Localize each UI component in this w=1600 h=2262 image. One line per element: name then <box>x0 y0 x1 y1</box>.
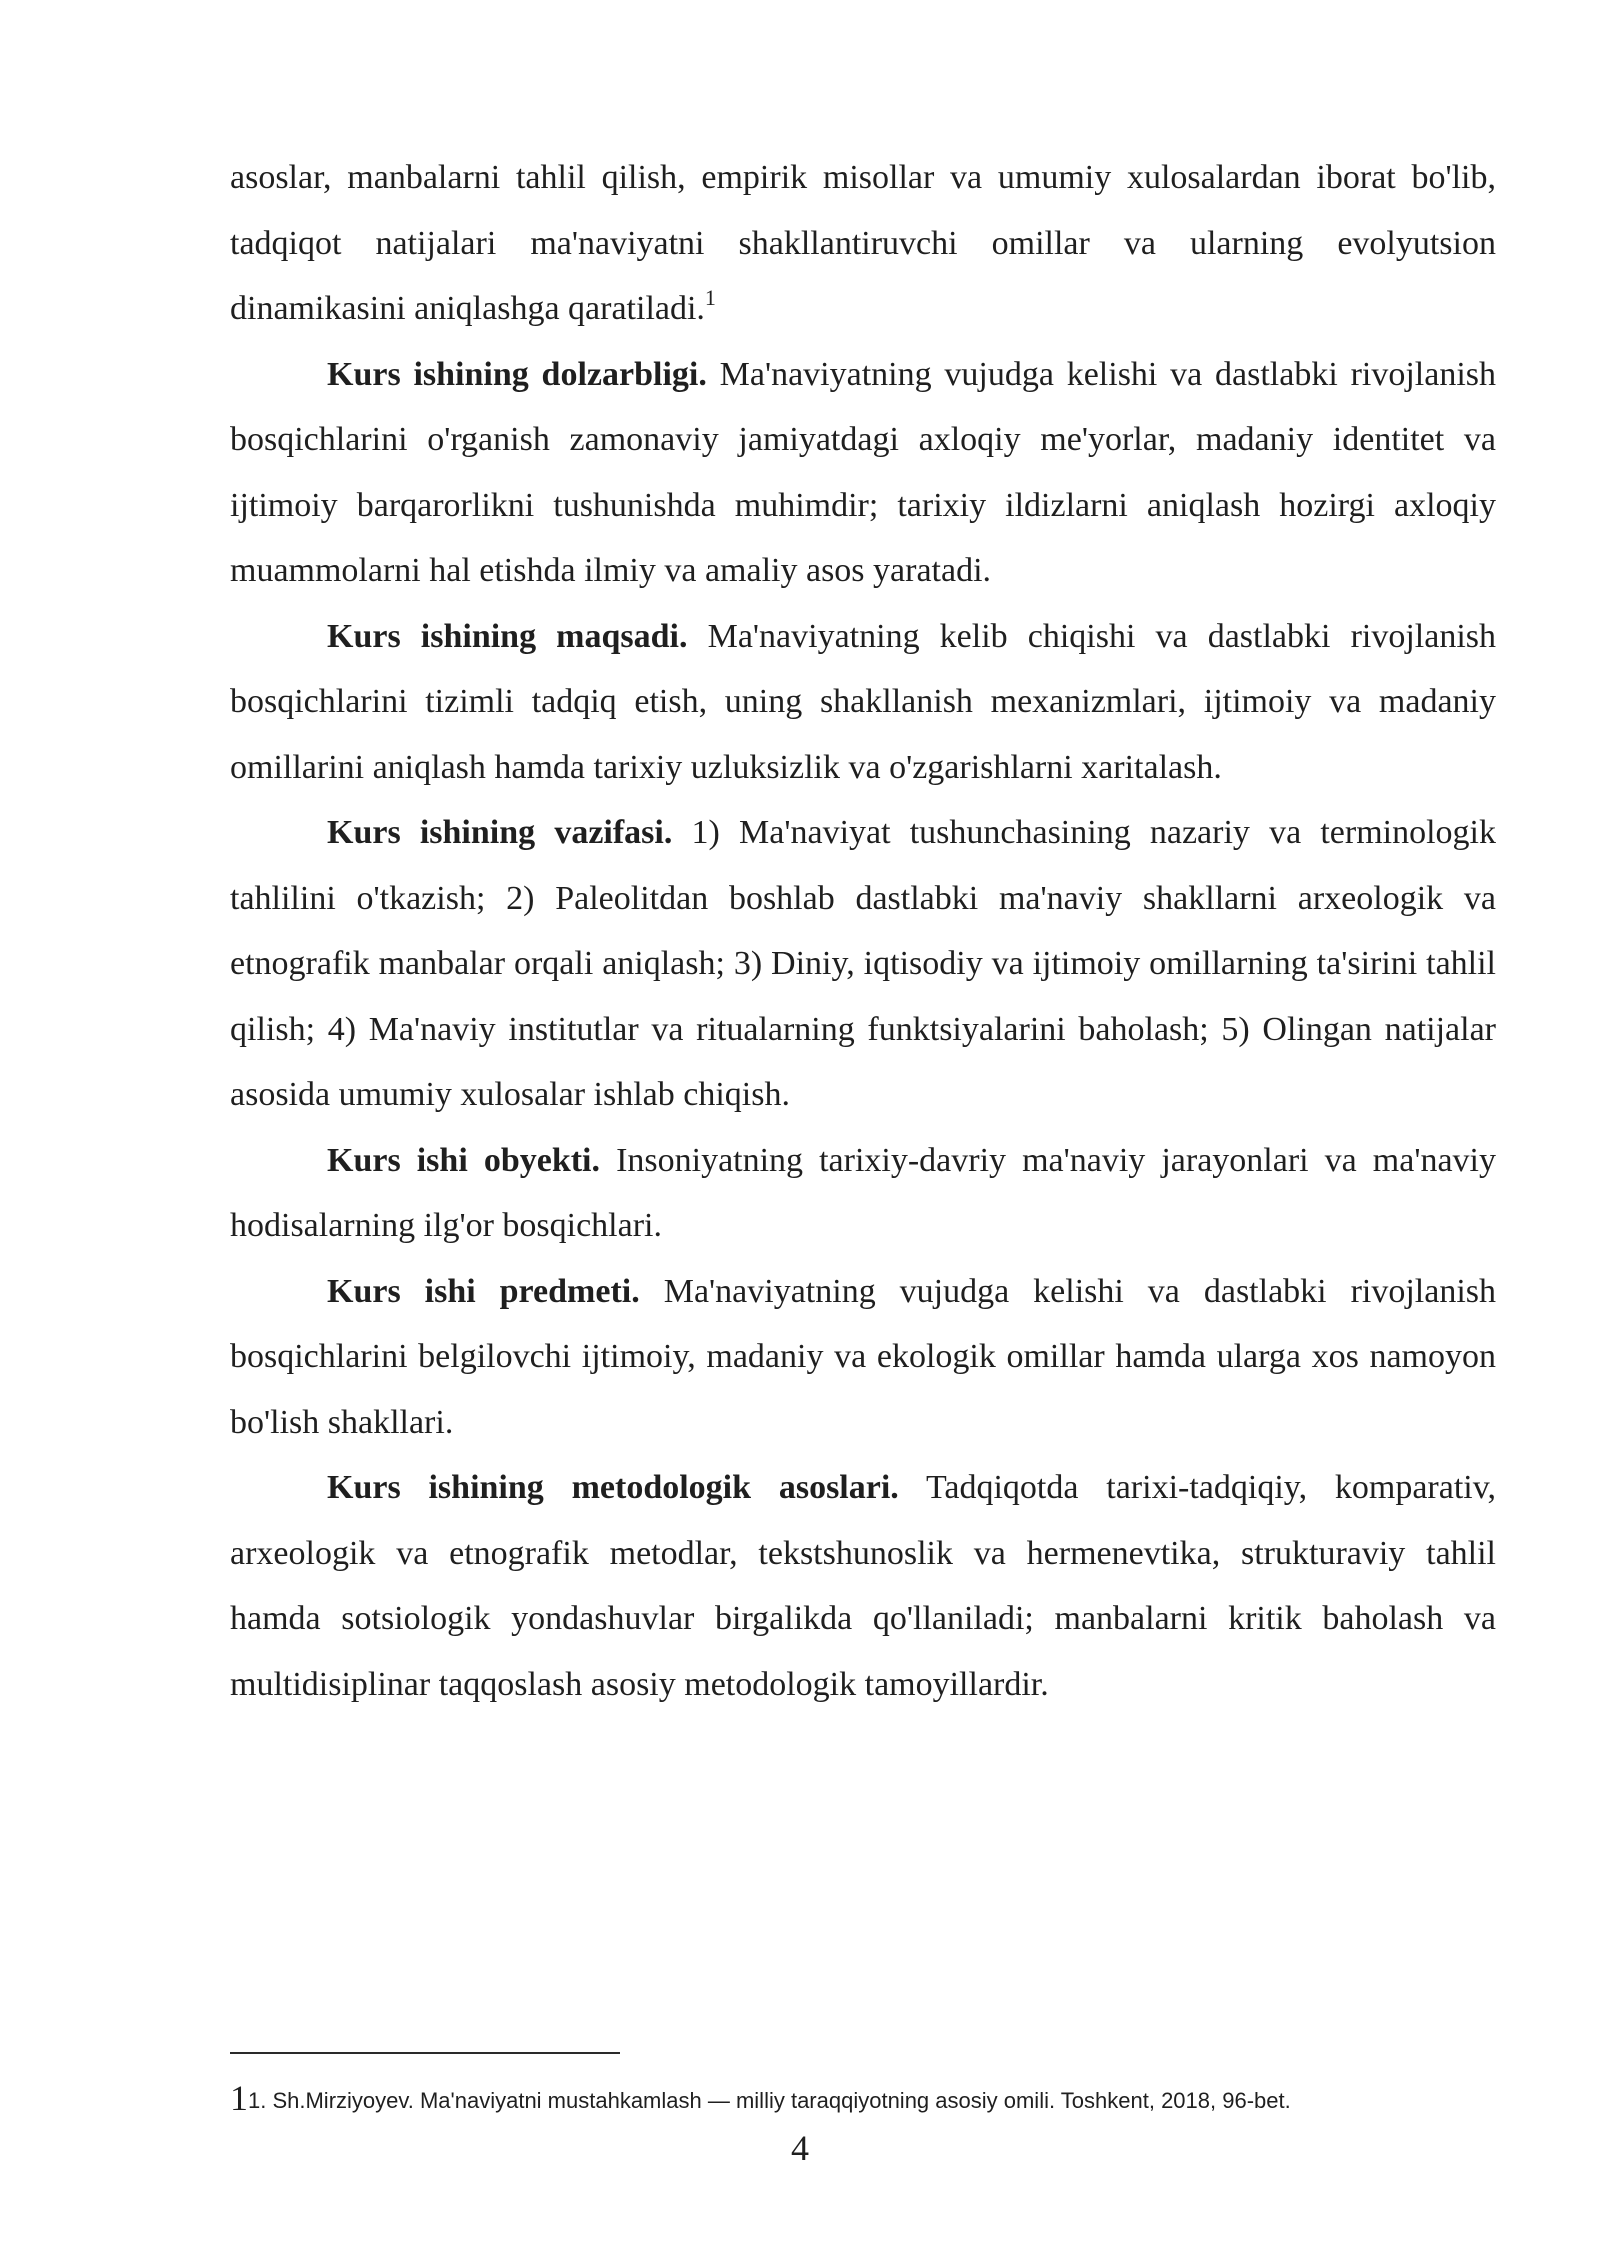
paragraph-heading: Kurs ishi predmeti. <box>327 1272 640 1310</box>
paragraph-text: Insoniyatning tarixiy-davriy ma'naviy jarayonlari va ma'naviy hodisalarning ilg'or bosqichlari. <box>230 1141 1496 1244</box>
paragraph-heading: Kurs ishining maqsadi. <box>327 617 688 655</box>
paragraph-text: 1) Ma'naviyat tushunchasining nazariy va terminologik tahlilini o'tkazish; 2) Paleolitdan boshlab dastlabki ma'naviy shakllarni arxeologik va etnografik manbalar orqali aniqlash; 3) Diniy, iqtisodiy va ijtimoiy omillarning ta'sirini tahlil qilish; 4) Ma'naviy institutlar va ritualarning funktsiyalarini baholash; 5) Olingan natijalar asosida umumiy xulosalar ishlab chiqish. <box>230 814 1496 1113</box>
paragraph-text: Tadqiqotda tarixi-tadqiqiy, komparativ, arxeologik va etnografik metodlar, tekstshunoslik va hermenevtika, strukturaviy tahlil hamda sotsiologik yondashuvlar birgalikda qo'llaniladi; manbalarni kritik baholash va multidisiplinar taqqoslash asosiy metodologik tamoyillardir. <box>230 1469 1497 1703</box>
paragraph-object <box>230 1128 1496 1259</box>
paragraph-heading: Kurs ishining metodologik asoslari. <box>327 1469 899 1506</box>
footnote-reference[interactable]: 1 <box>704 285 716 310</box>
paragraph-relevance <box>230 342 1496 604</box>
paragraph-heading: Kurs ishining dolzarbligi. <box>327 355 707 393</box>
paragraph-heading: Kurs ishi obyekti. <box>327 1141 600 1179</box>
paragraph-text: Ma'naviyatning vujudga kelishi va dastlabki rivojlanish bosqichlarini o'rganish zamonaviy jamiyatdagi axloqiy me'yorlar, madaniy identitet va ijtimoiy barqarorlikni tushunishda muhimdir; tarixiy ildizlarni aniqlash hozirgi axloqiy muammolarni hal etishda ilmiy va amaliy asos yaratadi. <box>230 355 1497 589</box>
footnote-text: 1. Sh.Mirziyoyev. Ma'naviyatni mustahkamlash — milliy taraqqiyotning asosiy omili. Toshkent, 2018, 96-bet. <box>248 2088 1291 2113</box>
body-text <box>230 145 1496 1717</box>
paragraph-purpose <box>230 604 1496 801</box>
footnote-mark: 1 <box>230 2078 248 2118</box>
paragraph-continuation <box>230 145 1496 342</box>
page-number: 4 <box>791 2128 809 2168</box>
paragraph-heading: Kurs ishining vazifasi. <box>327 814 673 851</box>
footnote <box>230 2078 1530 2121</box>
paragraph-subject <box>230 1259 1496 1456</box>
paragraph-text: Ma'naviyatning vujudga kelishi va dastlabki rivojlanish bosqichlarini belgilovchi ijtimoiy, madaniy va ekologik omillar hamda ularga xos namoyon bo'lish shakllari. <box>230 1272 1497 1441</box>
paragraph-methodology <box>230 1455 1496 1717</box>
paragraph-tasks <box>230 800 1496 1128</box>
paragraph-text: Ma'naviyatning kelib chiqishi va dastlabki rivojlanish bosqichlarini tizimli tadqiq etish, uning shakllanish mexanizmlari, ijtimoiy va madaniy omillarini aniqlash hamda tarixiy uzluksizlik va o'zgarishlarni xaritalash. <box>230 617 1497 786</box>
footnote-separator <box>230 2052 620 2054</box>
paragraph-text: asoslar, manbalarni tahlil qilish, empirik misollar va umumiy xulosalardan iborat bo'lib, tadqiqot natijalari ma'naviyatni shakllantiruvchi omillar va ularning evolyutsion dinamikasini aniqlashga qaratiladi. <box>230 159 1496 327</box>
